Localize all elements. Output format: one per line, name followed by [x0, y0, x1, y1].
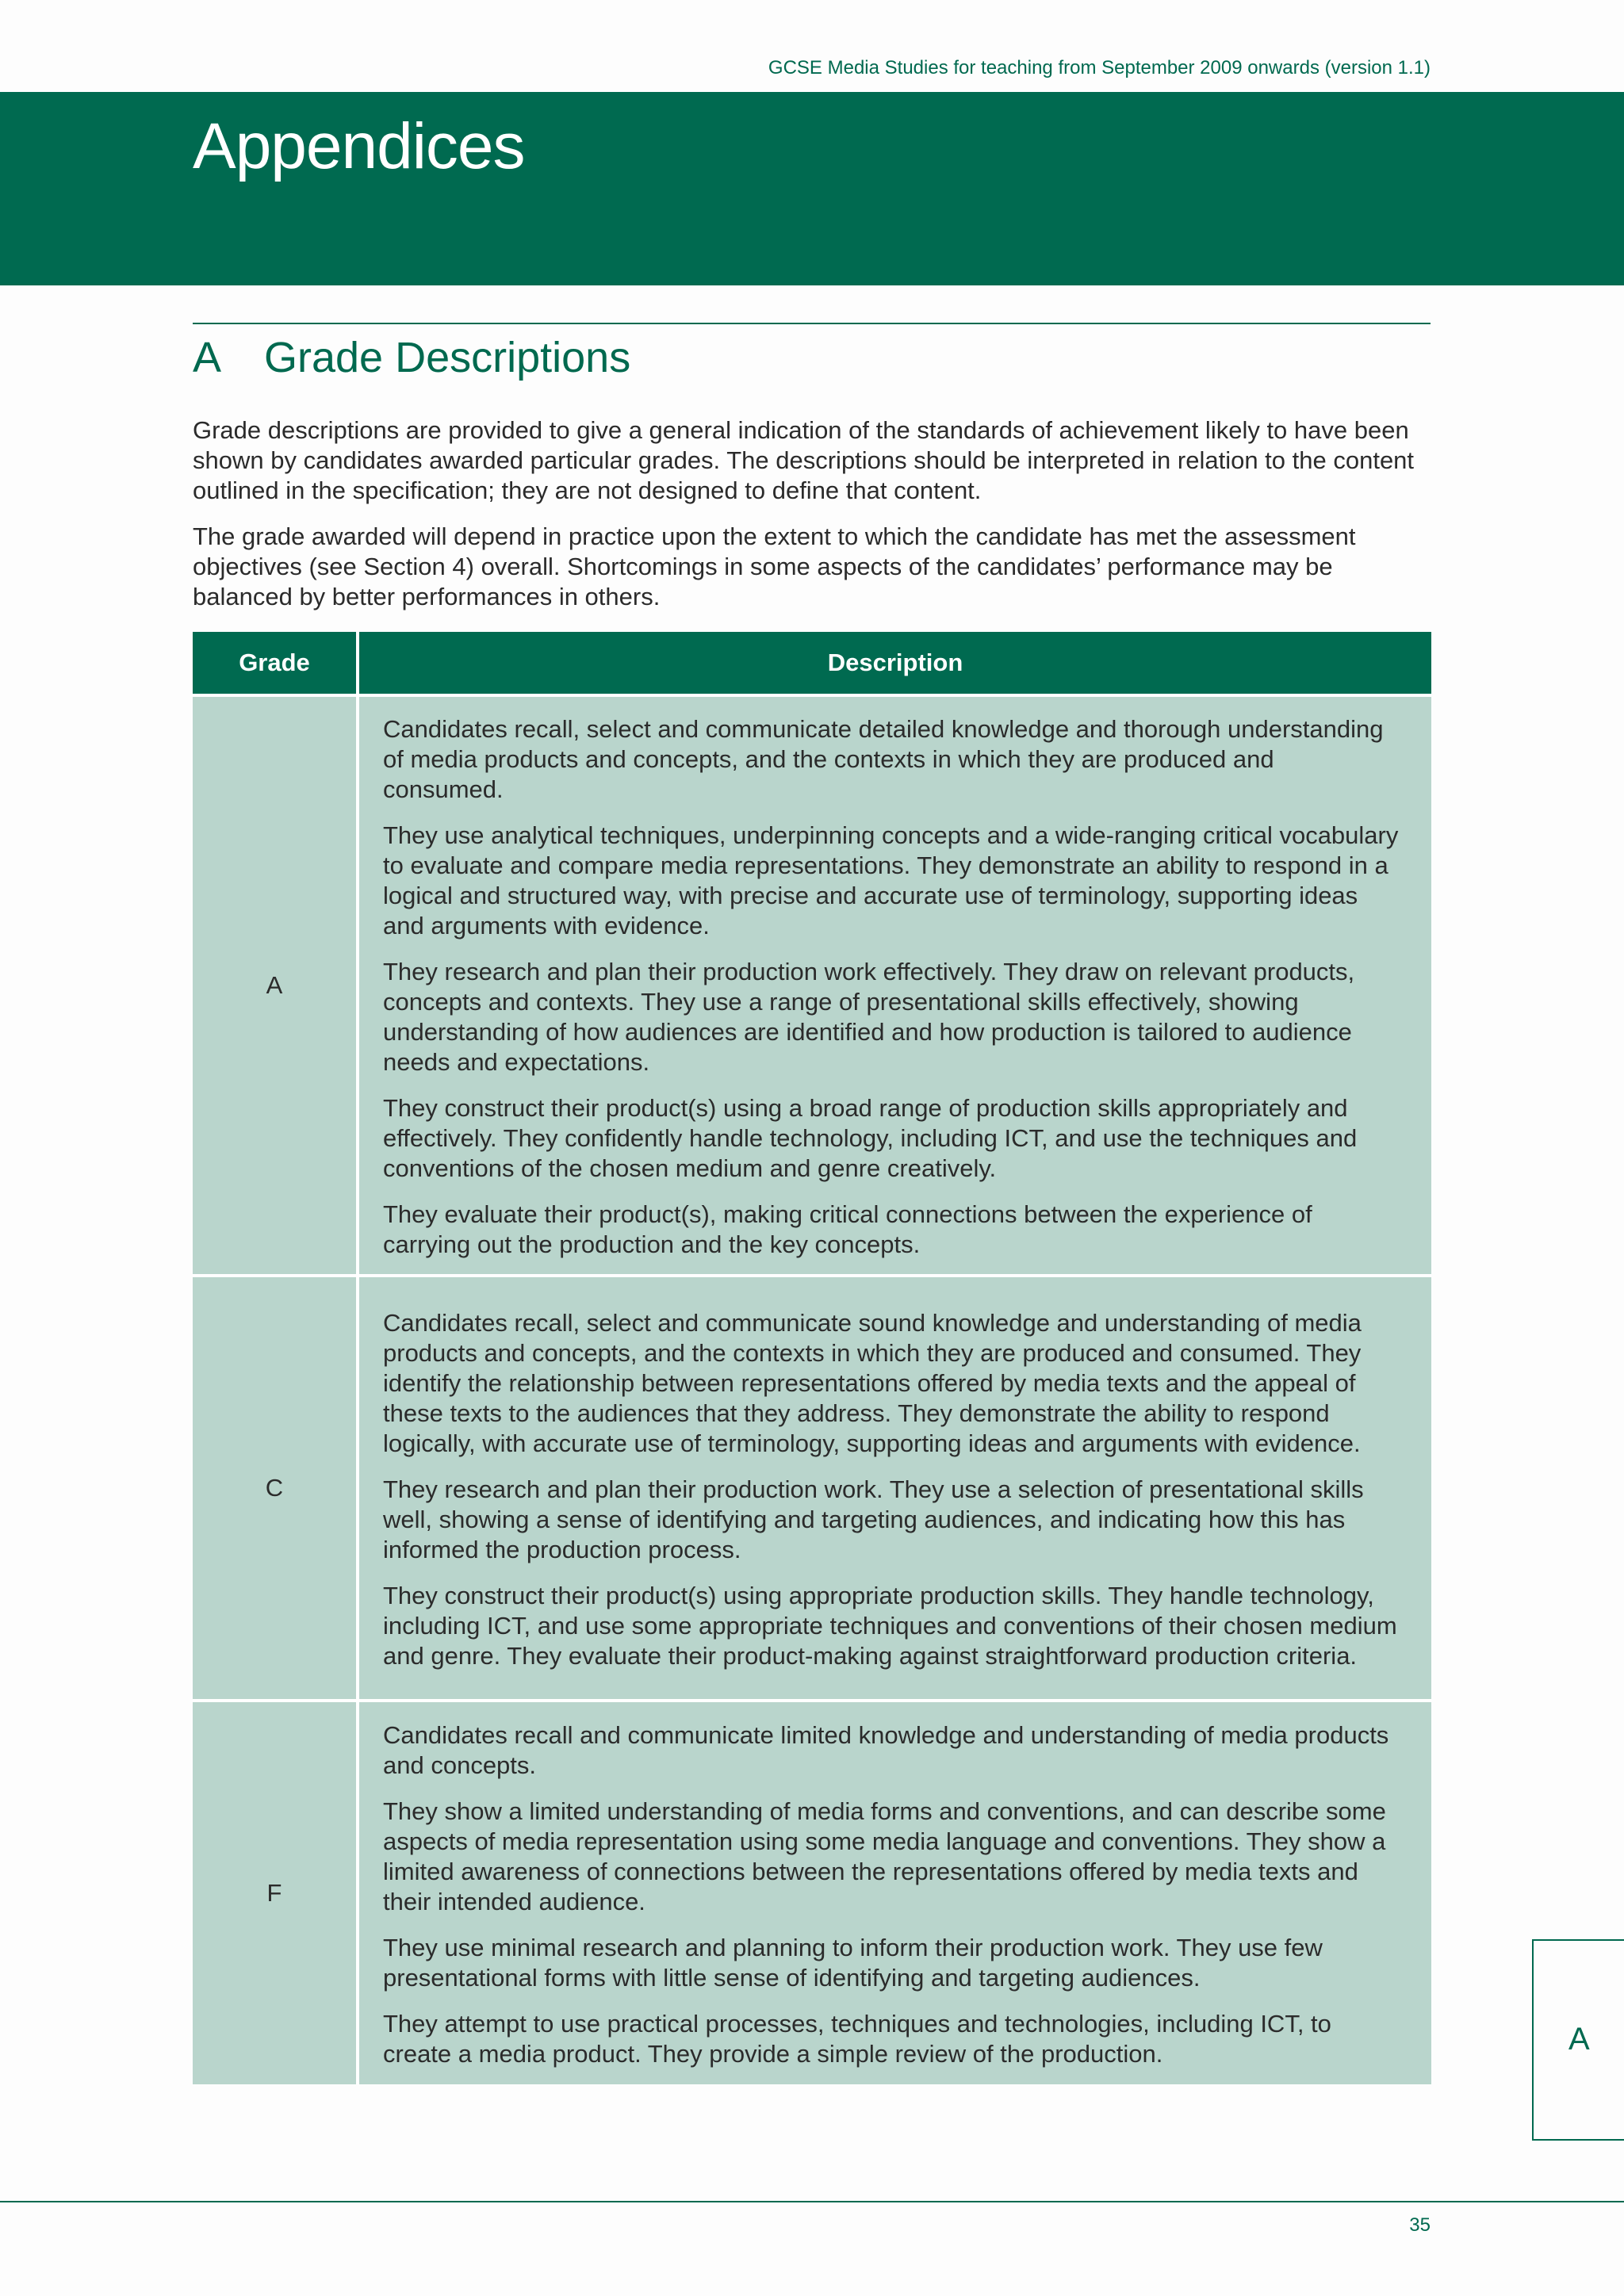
table-row: [193, 1701, 1431, 2084]
description-cell: [358, 1276, 1431, 1701]
description-paragraph: They research and plan their production work effectively. They draw on relevant products, concepts and contexts. They use a range of presentational skills effectively, showing understanding of how audiences are identified and how production is tailored to audience needs and expectations.: [383, 958, 1355, 1076]
page-number: 35: [1409, 2214, 1431, 2236]
header-grade: Grade: [193, 632, 358, 695]
table-header-row: [193, 632, 1431, 695]
description-paragraph: They construct their product(s) using appropriate production skills. They handle technology, including ICT, and use some appropriate techniques and conventions of their chosen medium and genre. They evaluate their product-making against straightforward production criteria.: [383, 1582, 1397, 1670]
grade-cell: F: [193, 1701, 358, 2084]
header-description: Description: [358, 632, 1431, 695]
description-paragraph: Candidates recall and communicate limited knowledge and understanding of media products and concepts.: [383, 1721, 1389, 1779]
grade-descriptions-table: [193, 632, 1431, 2084]
banner-title: Appendices: [193, 110, 525, 182]
description-paragraph: They attempt to use practical processes, techniques and technologies, including ICT, to create a media product. They provide a simple review of the production.: [383, 2010, 1331, 2068]
description-paragraph: They use analytical techniques, underpinning concepts and a wide-ranging critical vocabulary to evaluate and compare media representations. They demonstrate an ability to respond in a logical and structured way, with precise and accurate use of terminology, supporting ideas and arguments with evidence.: [383, 821, 1399, 939]
table-row: [193, 695, 1431, 1276]
description-paragraph: They research and plan their production work. They use a selection of presentational skills well, showing a sense of identifying and targeting audiences, and indicating how this has informed the production process.: [383, 1475, 1364, 1563]
footer-divider: [0, 2201, 1624, 2202]
description-paragraph: Candidates recall, select and communicate sound knowledge and understanding of media products and concepts, and the contexts in which they are produced and consumed. They identify the relationship between representations offered by media texts and the appeal of these texts to the audiences that they address. They demonstrate the ability to respond logically, with accurate use of terminology, supporting ideas and arguments with evidence.: [383, 1309, 1362, 1457]
intro-paragraph: The grade awarded will depend in practice upon the extent to which the candidate has met the assessment objectives (see Section 4) overall. Shortcomings in some aspects of the candidates’ performance may be balanced by better performances in others.: [193, 522, 1356, 610]
description-paragraph: They evaluate their product(s), making critical connections between the experience of carrying out the production and the key concepts.: [383, 1200, 1312, 1258]
intro-paragraph: Grade descriptions are provided to give a general indication of the standards of achievement likely to have been shown by candidates awarded particular grades. The descriptions should be interpreted in relation to the content outlined in the specification; they are not designed to define that content.: [193, 416, 1415, 504]
description-paragraph: They construct their product(s) using a broad range of production skills appropriately and effectively. They confidently handle technology, including ICT, and use the techniques and conventions of the chosen medium and genre creatively.: [383, 1094, 1358, 1182]
section-title: Grade Descriptions: [264, 334, 631, 381]
description-cell: [358, 695, 1431, 1276]
section-letter: A: [193, 334, 222, 381]
running-header: GCSE Media Studies for teaching from September 2009 onwards (version 1.1): [768, 57, 1431, 78]
description-paragraph: They show a limited understanding of media forms and conventions, and can describe some aspects of media representation using some media language and conventions. They show a limited awareness of connections between the representations offered by media texts and their intended audience.: [383, 1797, 1386, 1915]
side-tab-label: A: [1568, 2022, 1590, 2057]
grade-cell: C: [193, 1276, 358, 1701]
section-divider: [193, 323, 1431, 324]
table-row: [193, 1276, 1431, 1701]
intro-text: [193, 415, 1431, 628]
grade-cell: A: [193, 695, 358, 1276]
section-heading: [193, 333, 1431, 382]
description-cell: [358, 1701, 1431, 2084]
description-paragraph: They use minimal research and planning to inform their production work. They use few presentational forms with little sense of identifying and targeting audiences.: [383, 1934, 1323, 1992]
description-paragraph: Candidates recall, select and communicate detailed knowledge and thorough understanding of media products and concepts, and the contexts in which they are produced and consumed.: [383, 715, 1384, 803]
